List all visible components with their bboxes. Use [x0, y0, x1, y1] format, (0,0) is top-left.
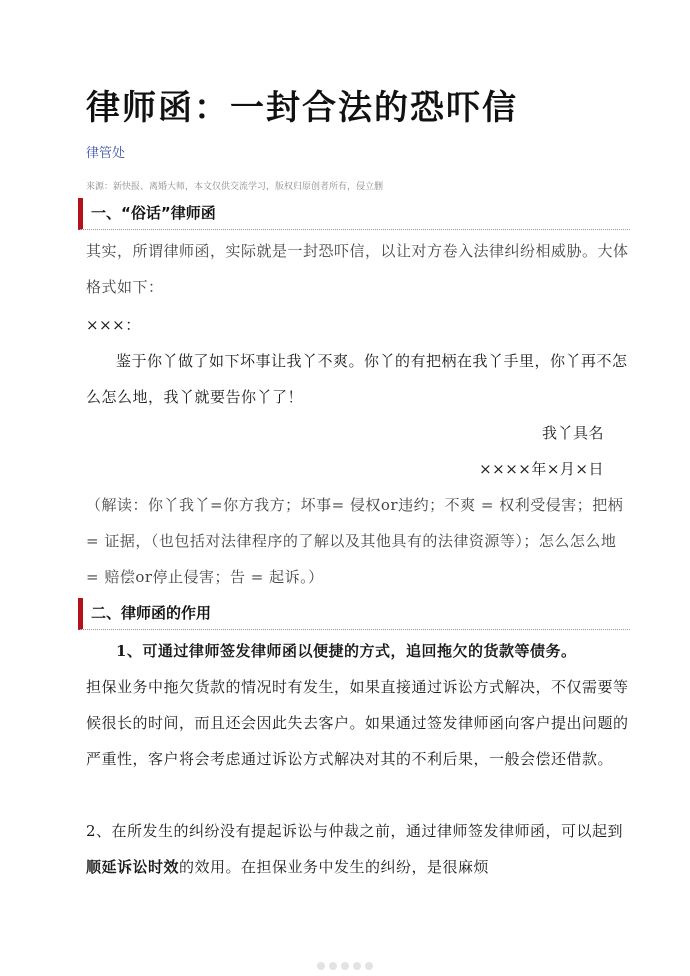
source-note: 来源：新快报、离婚大师，本文仅供交流学习，版权归原创者所有，侵立删 [86, 182, 384, 192]
page-dot [353, 962, 361, 970]
section-heading-1 [78, 198, 630, 230]
page-dot [317, 962, 325, 970]
letter-salutation: ×××： [86, 316, 141, 334]
point2-text-a: 2、在所发生的纠纷没有提起诉讼与仲裁之前，通过律师签发律师函，可以起到 [86, 822, 624, 840]
author-name[interactable]: 律管处 [86, 146, 126, 161]
point1-body: 担保业务中拖欠货款的情况时有发生，如果直接通过诉讼方式解决，不仅需要等候很长的时间，而且还会因此失去客户。如果通过签发律师函向客户提出问题的严重性，客户将会考虑通过诉讼方式解决对其的不利后果，一般会偿还借款。 [86, 678, 629, 768]
point2-paragraph [86, 813, 634, 885]
page-dot [329, 962, 337, 970]
page-dot [341, 962, 349, 970]
point1-lead: 1、可通过律师签发律师函以便捷的方式，追回拖欠的货款等债务。 [116, 642, 577, 660]
letter-explanation: （解读：你丫我丫=你方我方；坏事= 侵权or违约；不爽 = 权利受侵害；把柄 = 证据，（也包括对法律程序的了解以及其他具有的法律资源等）；怎么怎么地 = 赔偿or停止侵害；告 = 起诉。） [86, 496, 624, 586]
page-indicator [315, 955, 375, 965]
page-dot [365, 962, 373, 970]
section-heading-2-text: 二、律师函的作用 [91, 604, 212, 622]
point2-bold-term: 顺延诉讼时效 [86, 858, 180, 876]
point2-text-b: 的效用。在担保业务中发生的纠纷，是很麻烦 [179, 858, 490, 876]
section1-intro: 其实，所谓律师函，实际就是一封恐吓信，以让对方卷入法律纠纷相威胁。大体格式如下： [86, 242, 629, 296]
section-heading-1-text: 一、“俗话”律师函 [91, 204, 216, 222]
page-title: 律师函：一封合法的恐吓信 [86, 88, 518, 128]
letter-signature: 我丫具名 [541, 424, 604, 442]
letter-body: 鉴于你丫做了如下坏事让我丫不爽。你丫的有把柄在我丫手里，你丫再不怎么怎么地，我丫就要告你丫了！ [86, 352, 628, 406]
letter-date: ××××年×月×日 [479, 460, 604, 478]
section-heading-2 [78, 598, 630, 630]
